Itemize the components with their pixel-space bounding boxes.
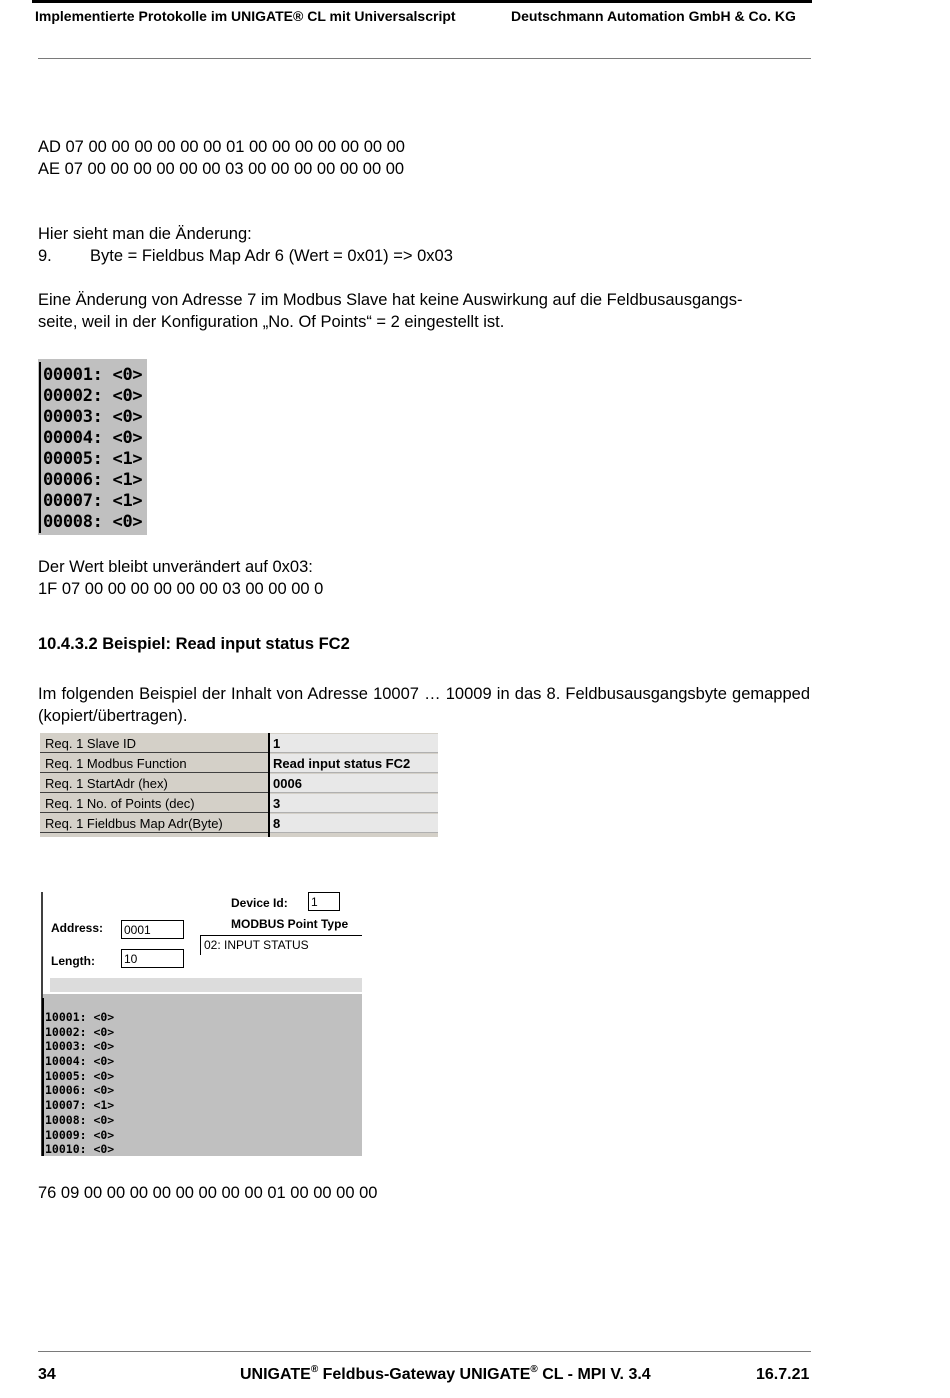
coil-item: 00008: <0> xyxy=(43,512,143,532)
device-id-field[interactable]: 1 xyxy=(308,892,340,911)
value-unchanged-text: Der Wert bleibt unverändert auf 0x03: xyxy=(38,558,313,576)
input-status-item: 10001: <0> xyxy=(45,1010,115,1024)
coil-item: 00005: <1> xyxy=(43,449,143,469)
config-label: Req. 1 Fieldbus Map Adr(Byte) xyxy=(40,814,268,833)
coil-status-screenshot xyxy=(38,359,147,535)
table-row xyxy=(40,774,438,794)
input-status-item: 10002: <0> xyxy=(45,1024,115,1039)
header-left-title: Implementierte Protokolle im UNIGATE® CL mit Universalscript xyxy=(35,8,456,24)
input-status-item: 10007: <1> xyxy=(45,1098,115,1113)
config-value[interactable]: 0006 xyxy=(269,774,438,793)
footer-title-part: UNIGATE xyxy=(240,1366,311,1383)
input-status-item: 10004: <0> xyxy=(45,1054,115,1069)
value-unchanged-hex: 1F 07 00 00 00 00 00 00 03 00 00 00 0 xyxy=(38,580,324,598)
input-status-item: 10010: <0> xyxy=(45,1142,115,1157)
change-intro: Hier sieht man die Änderung: xyxy=(38,225,252,243)
footer-title-part: CL - MPI V. 3.4 xyxy=(537,1366,651,1383)
hex-line: AD 07 00 00 00 00 00 00 01 00 00 00 00 00 00 00 xyxy=(38,138,405,156)
coil-item: 00006: <1> xyxy=(43,470,143,490)
page-number: 34 xyxy=(38,1366,56,1383)
change-item-number: 9. xyxy=(38,247,52,265)
table-row xyxy=(40,794,438,814)
coil-list xyxy=(43,365,142,533)
request-config-table xyxy=(40,733,438,837)
hex-line: AE 07 00 00 00 00 00 00 03 00 00 00 00 00 00 00 xyxy=(38,160,405,178)
table-column-divider xyxy=(268,733,270,837)
config-value[interactable]: Read input status FC2 xyxy=(269,754,438,773)
config-label: Req. 1 No. of Points (dec) xyxy=(40,794,268,813)
config-label: Req. 1 Slave ID xyxy=(40,734,268,753)
input-status-item: 10005: <0> xyxy=(45,1068,115,1083)
device-id-label: Device Id: xyxy=(231,896,288,910)
config-value[interactable]: 1 xyxy=(269,734,438,753)
table-row xyxy=(40,814,438,834)
result-hex-line: 76 09 00 00 00 00 00 00 00 00 01 00 00 00 00 xyxy=(38,1184,378,1202)
input-status-item: 10008: <0> xyxy=(45,1112,115,1127)
coil-item: 00002: <0> xyxy=(43,386,143,406)
coil-item: 00003: <0> xyxy=(43,407,143,427)
point-type-label: MODBUS Point Type xyxy=(231,917,349,931)
list-left-border xyxy=(42,998,44,1156)
point-type-select[interactable]: 02: INPUT STATUS xyxy=(200,935,362,955)
config-label: Req. 1 StartAdr (hex) xyxy=(40,774,268,793)
header-divider xyxy=(38,58,811,59)
header-top-bar xyxy=(32,0,812,3)
coil-list-border xyxy=(39,362,41,533)
input-status-item: 10003: <0> xyxy=(45,1039,115,1054)
footer-date: 16.7.21 xyxy=(756,1366,810,1383)
config-value[interactable]: 3 xyxy=(269,794,438,813)
modbus-poll-window xyxy=(40,890,362,1156)
config-value[interactable]: 8 xyxy=(269,814,438,833)
coil-item: 00004: <0> xyxy=(43,428,143,448)
horizontal-scrollbar[interactable] xyxy=(50,978,362,992)
no-effect-paragraph-line1: Eine Änderung von Adresse 7 im Modbus Slave hat keine Auswirkung auf die Feldbusausgangs- xyxy=(38,291,743,309)
registered-mark: ® xyxy=(530,1364,538,1375)
input-status-list xyxy=(45,1010,114,1157)
footer-title-part: Feldbus-Gateway UNIGATE xyxy=(318,1366,531,1383)
footer-title xyxy=(240,1366,651,1384)
length-field[interactable]: 10 xyxy=(121,949,184,968)
footer-divider xyxy=(38,1351,811,1352)
config-label: Req. 1 Modbus Function xyxy=(40,754,268,773)
address-field[interactable]: 0001 xyxy=(121,920,184,939)
table-row xyxy=(40,734,438,754)
section-heading: 10.4.3.2 Beispiel: Read input status FC2 xyxy=(38,635,350,653)
example-paragraph: Im folgenden Beispiel der Inhalt von Adresse 10007 … 10009 in das 8. Feldbusausgangsbyte gemapped (kopiert/übertragen). xyxy=(38,685,810,725)
no-effect-paragraph-line2: seite, weil in der Konfiguration „No. Of Points“ = 2 eingestellt ist. xyxy=(38,313,505,331)
registered-mark: ® xyxy=(310,1364,319,1375)
header-right-company: Deutschmann Automation GmbH & Co. KG xyxy=(511,8,796,24)
input-status-item: 10006: <0> xyxy=(45,1083,115,1098)
change-item-text: Byte = Fieldbus Map Adr 6 (Wert = 0x01) => 0x03 xyxy=(90,247,453,265)
address-label: Address: xyxy=(51,921,104,935)
coil-item: 00001: <0> xyxy=(43,365,143,385)
table-row xyxy=(40,754,438,774)
input-status-item: 10009: <0> xyxy=(45,1127,115,1142)
coil-item: 00007: <1> xyxy=(43,491,143,511)
length-label: Length: xyxy=(51,954,95,968)
